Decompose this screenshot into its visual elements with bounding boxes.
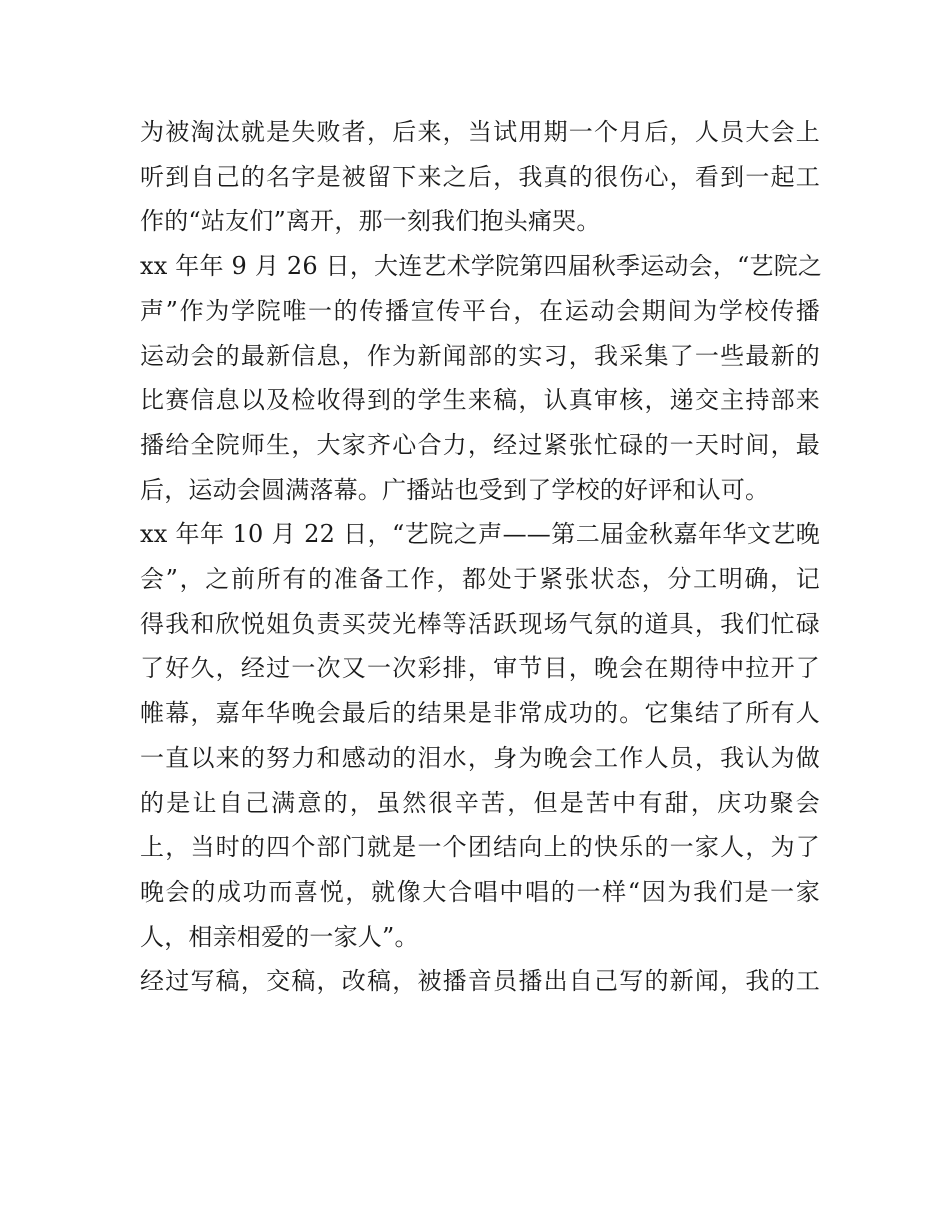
text-line: 晚会的成功而喜悦，就像大合唱中唱的一样“因为我们是一家 <box>140 877 820 906</box>
text-line: 声”作为学院唯一的传播宣传平台，在运动会期间为学校传播 <box>140 296 820 325</box>
text-line: 会”，之前所有的准备工作，都处于紧张状态，分工明确，记 <box>140 565 820 594</box>
text-line: 听到自己的名字是被留下来之后，我真的很伤心，看到一起工 <box>140 162 820 191</box>
text-line: 经过写稿，交稿，改稿，被播音员播出自己写的新闻，我的工 <box>140 967 820 996</box>
paragraph-3 <box>140 512 820 959</box>
paragraph-1 <box>140 110 820 244</box>
text-line: 后，运动会圆满落幕。广播站也受到了学校的好评和认可。 <box>140 475 770 504</box>
paragraph-4 <box>140 959 820 1004</box>
text-line: xx 年年 10 月 22 日，“艺院之声——第二届金秋嘉年华文艺晚 <box>140 520 820 549</box>
text-line: 人，相亲相爱的一家人”。 <box>140 922 419 951</box>
text-line: 一直以来的努力和感动的泪水，身为晚会工作人员，我认为做 <box>140 743 820 772</box>
document-body <box>140 110 823 1004</box>
text-line: 上，当时的四个部门就是一个团结向上的快乐的一家人，为了 <box>140 833 820 862</box>
text-line: 的是让自己满意的，虽然很辛苦，但是苦中有甜，庆功聚会 <box>140 788 820 817</box>
text-line: 为被淘汰就是失败者，后来，当试用期一个月后，人员大会上 <box>140 118 820 146</box>
text-line: 运动会的最新信息，作为新闻部的实习，我采集了一些最新的 <box>140 341 820 370</box>
paragraph-2 <box>140 244 823 512</box>
text-line: 播给全院师生，大家齐心合力，经过紧张忙碌的一天时间，最 <box>140 430 820 459</box>
text-line: xx 年年 9 月 26 日，大连艺术学院第四届秋季运动会，“艺院之 <box>140 252 823 281</box>
text-line: 得我和欣悦姐负责买荧光棒等活跃现场气氛的道具，我们忙碌 <box>140 609 820 638</box>
text-line: 比赛信息以及检收得到的学生来稿，认真审核，递交主持部来 <box>140 386 820 415</box>
text-line: 帷幕，嘉年华晚会最后的结果是非常成功的。它集结了所有人 <box>140 699 820 728</box>
text-line: 作的“站友们”离开，那一刻我们抱头痛哭。 <box>140 207 601 236</box>
text-line: 了好久，经过一次又一次彩排，审节目，晚会在期待中拉开了 <box>140 654 820 683</box>
